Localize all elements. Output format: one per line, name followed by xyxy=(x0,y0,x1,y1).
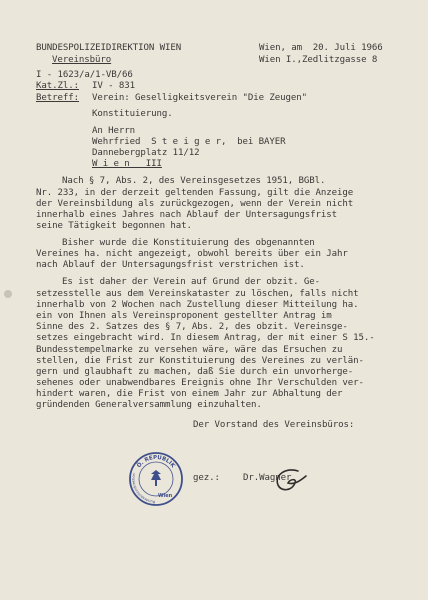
stamp-top-text: Ö. REPUBLIK xyxy=(136,454,176,470)
body-line: seine Tätigkeit begonnen hat. xyxy=(36,221,192,231)
closing-signatory-name: Dr.Wagner xyxy=(243,473,292,483)
subject-label: Betreff: xyxy=(36,93,79,103)
body-line: Nr. 233, in der derzeit geltenden Fassung, gilt die Anzeige xyxy=(36,188,354,198)
body-line: Bisher wurde die Konstituierung des obgenannten xyxy=(62,238,315,248)
body-line: ein von Ihnen als Vereinsproponent gestellter Antrag im xyxy=(36,311,332,321)
body-line: nach Ablauf der Untersagungsfrist verstrichen ist. xyxy=(36,260,305,270)
body-line: gern und glaubhaft zu machen, daß Sie durch ein unvorherge- xyxy=(36,367,354,377)
body-line: innerhalb von 2 Wochen nach Zustellung dieser Mitteilung ha. xyxy=(36,300,359,310)
authority-name: BUNDESPOLIZEIDIREKTION WIEN xyxy=(36,43,182,53)
closing-gez-label: gez.: xyxy=(193,473,220,483)
body-line: hindert waren, die Frist von einem Jahr zur Abhaltung der xyxy=(36,389,343,399)
body-line: Nach § 7, Abs. 2, des Vereinsgesetzes 1951, BGBl. xyxy=(62,176,326,186)
body-line: setzesstelle aus dem Vereinskataster zu löschen, falls nicht xyxy=(36,289,359,299)
office-name: Vereinsbüro xyxy=(52,55,112,65)
subject-text: Verein: Geselligkeitsverein "Die Zeugen" xyxy=(92,93,307,103)
kat-value: IV - 831 xyxy=(92,81,135,91)
body-line: Sinne des 2. Satzes des § 7, Abs. 2, des obzit. Vereinsge- xyxy=(36,322,348,332)
body-line: Vereines ha. nicht angezeigt, obwohl bereits über ein Jahr xyxy=(36,249,348,259)
stamp-bottom-text: Wien xyxy=(158,493,173,499)
office-address: Wien I.,Zedlitzgasse 8 xyxy=(259,55,378,65)
body-line: innerhalb eines Jahres nach Ablauf der Untersagungsfrist xyxy=(36,210,337,220)
letter-date: Wien, am 20. Juli 1966 xyxy=(259,43,383,53)
punch-hole xyxy=(4,290,12,298)
reference-number: I - 1623/a/1-VB/66 xyxy=(36,70,133,80)
official-stamp xyxy=(128,451,184,507)
subject-text-2: Konstituierung. xyxy=(92,109,173,119)
kat-label: Kat.Zl.: xyxy=(36,81,79,91)
body-line: Es ist daher der Verein auf Grund der obzit. Ge- xyxy=(62,277,320,287)
body-line: der Vereinsbildung als zurückgezogen, wenn der Verein nicht xyxy=(36,199,354,209)
body-line: Bundesstempelmarke zu versehen wäre, wäre das Ersuchen zu xyxy=(36,345,343,355)
signature-mark xyxy=(268,467,312,497)
body-line: setzes eingebracht wird. In diesem Antrag, der mit einer S 15.- xyxy=(36,333,375,343)
closing-signatory-title: Der Vorstand des Vereinsbüros: xyxy=(193,420,355,430)
recipient-line: Wehrfried S t e i g e r, bei BAYER xyxy=(92,137,286,147)
svg-text:Bundespolizeidirektion xyxy=(131,473,155,504)
body-line: stellen, die Frist zur Konstituierung des Vereines zu verlän- xyxy=(36,356,364,366)
stamp-side-text: Bundespolizeidirektion xyxy=(131,472,156,504)
body-line: sehenes oder unabwendbares Ereignis ohne Ihr Verschulden ver- xyxy=(36,378,364,388)
recipient-line: An Herrn xyxy=(92,126,135,136)
recipient-line: W i e n III xyxy=(92,159,162,169)
body-line: gründenden Generalversammlung einzuhalten. xyxy=(36,400,262,410)
recipient-line: Dannebergplatz 11/12 xyxy=(92,148,200,158)
